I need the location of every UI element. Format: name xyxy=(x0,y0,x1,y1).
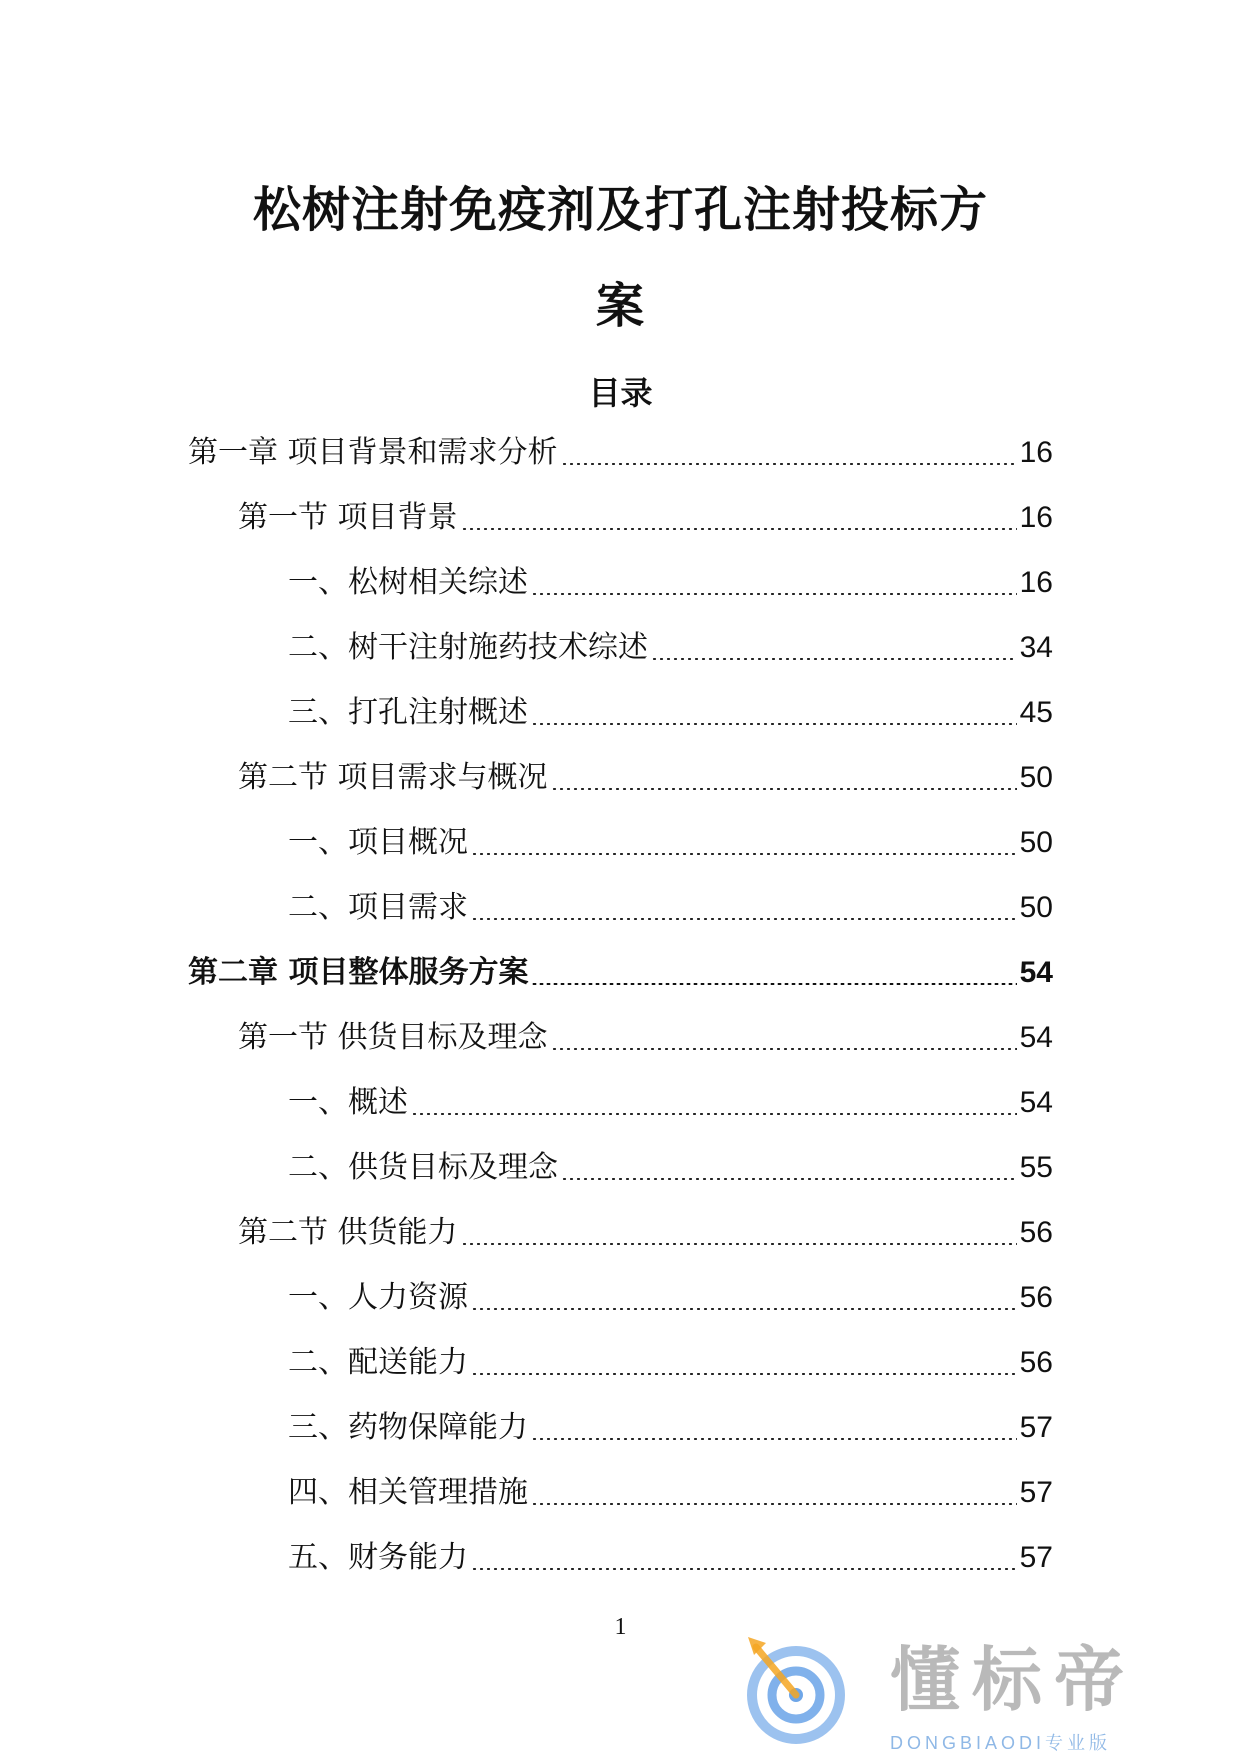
toc-entry[interactable] xyxy=(188,550,1053,615)
toc-entry-page: 50 xyxy=(1019,760,1053,794)
toc-entry-page: 54 xyxy=(1019,1020,1053,1054)
toc-entry-text: 第二节 供货能力 xyxy=(238,1214,458,1250)
toc-entry-text: 第一章 项目背景和需求分析 xyxy=(188,434,558,470)
toc-entry-text: 三、药物保障能力 xyxy=(288,1409,528,1445)
toc-dot-leader xyxy=(531,1503,1017,1505)
toc-entry-text: 第一节 供货目标及理念 xyxy=(238,1019,548,1055)
target-arrow-icon xyxy=(740,1633,852,1745)
toc-dot-leader xyxy=(461,528,1017,530)
toc-dot-leader xyxy=(471,918,1017,920)
toc-dot-leader xyxy=(651,658,1017,660)
toc-entry-page: 56 xyxy=(1019,1215,1053,1249)
toc-entry-page: 16 xyxy=(1019,435,1053,469)
toc-dot-leader xyxy=(461,1243,1017,1245)
toc-entry[interactable] xyxy=(188,1525,1053,1590)
toc-entry-text: 第二节 项目需求与概况 xyxy=(238,759,548,795)
toc-entry[interactable] xyxy=(188,875,1053,940)
document-title-line1: 松树注射免疫剂及打孔注射投标方 xyxy=(252,182,988,238)
watermark xyxy=(740,1625,1220,1753)
toc-entry[interactable] xyxy=(188,1330,1053,1395)
toc-dot-leader xyxy=(471,1373,1017,1375)
toc-dot-leader xyxy=(531,1438,1017,1440)
toc-dot-leader xyxy=(551,1048,1017,1050)
toc-entry[interactable] xyxy=(188,1200,1053,1265)
toc-entry[interactable] xyxy=(188,810,1053,875)
toc-entry-page: 16 xyxy=(1019,500,1053,534)
toc-entry-text: 一、概述 xyxy=(288,1084,408,1120)
toc-dot-leader xyxy=(561,463,1017,465)
toc-entry-page: 50 xyxy=(1019,890,1053,924)
toc-entry[interactable] xyxy=(188,1395,1053,1460)
toc-entry-page: 45 xyxy=(1019,695,1053,729)
toc-entry[interactable] xyxy=(188,940,1053,1005)
toc-entry[interactable] xyxy=(188,745,1053,810)
toc-entry-page: 54 xyxy=(1019,955,1053,989)
toc-dot-leader xyxy=(551,788,1017,790)
toc-dot-leader xyxy=(531,723,1017,725)
toc-entry-text: 二、配送能力 xyxy=(288,1344,468,1380)
toc-entry[interactable] xyxy=(188,1135,1053,1200)
watermark-subtitle: DONGBIAODI专业版 xyxy=(890,1733,1112,1753)
toc-entry-text: 五、财务能力 xyxy=(288,1539,468,1575)
toc-entry[interactable] xyxy=(188,1265,1053,1330)
toc-dot-leader xyxy=(411,1113,1017,1115)
toc-dot-leader xyxy=(471,1308,1017,1310)
toc-dot-leader xyxy=(471,853,1017,855)
toc-dot-leader xyxy=(471,1568,1017,1570)
toc-entry[interactable] xyxy=(188,680,1053,745)
table-of-contents xyxy=(188,420,1053,1590)
toc-entry-text: 四、相关管理措施 xyxy=(288,1474,528,1510)
page-number: 1 xyxy=(614,1614,627,1640)
toc-entry-text: 二、供货目标及理念 xyxy=(288,1149,558,1185)
toc-entry[interactable] xyxy=(188,485,1053,550)
toc-entry-text: 一、项目概况 xyxy=(288,824,468,860)
toc-entry[interactable] xyxy=(188,615,1053,680)
toc-entry-text: 二、树干注射施药技术综述 xyxy=(288,629,648,665)
toc-entry-page: 54 xyxy=(1019,1085,1053,1119)
toc-dot-leader xyxy=(531,593,1017,595)
toc-entry-text: 第二章 项目整体服务方案 xyxy=(188,954,529,990)
toc-entry-text: 三、打孔注射概述 xyxy=(288,694,528,730)
toc-entry-page: 56 xyxy=(1019,1280,1053,1314)
toc-dot-leader xyxy=(531,983,1016,985)
toc-dot-leader xyxy=(561,1178,1017,1180)
toc-entry[interactable] xyxy=(188,1460,1053,1525)
toc-entry-page: 56 xyxy=(1019,1345,1053,1379)
toc-heading: 目录 xyxy=(588,374,653,412)
toc-entry-page: 50 xyxy=(1019,825,1053,859)
toc-entry[interactable] xyxy=(188,1005,1053,1070)
toc-entry-text: 一、人力资源 xyxy=(288,1279,468,1315)
toc-entry-page: 34 xyxy=(1019,630,1053,664)
watermark-brand: 懂标帝 xyxy=(890,1639,1136,1721)
toc-entry-text: 二、项目需求 xyxy=(288,889,468,925)
document-title-line2: 案 xyxy=(595,278,645,334)
toc-entry-page: 57 xyxy=(1019,1475,1053,1509)
toc-entry-page: 57 xyxy=(1019,1410,1053,1444)
toc-entry-text: 一、松树相关综述 xyxy=(288,564,528,600)
toc-entry-page: 16 xyxy=(1019,565,1053,599)
toc-entry[interactable] xyxy=(188,420,1053,485)
toc-entry-page: 55 xyxy=(1019,1150,1053,1184)
toc-entry-page: 57 xyxy=(1019,1540,1053,1574)
toc-entry-text: 第一节 项目背景 xyxy=(238,499,458,535)
toc-entry[interactable] xyxy=(188,1070,1053,1135)
